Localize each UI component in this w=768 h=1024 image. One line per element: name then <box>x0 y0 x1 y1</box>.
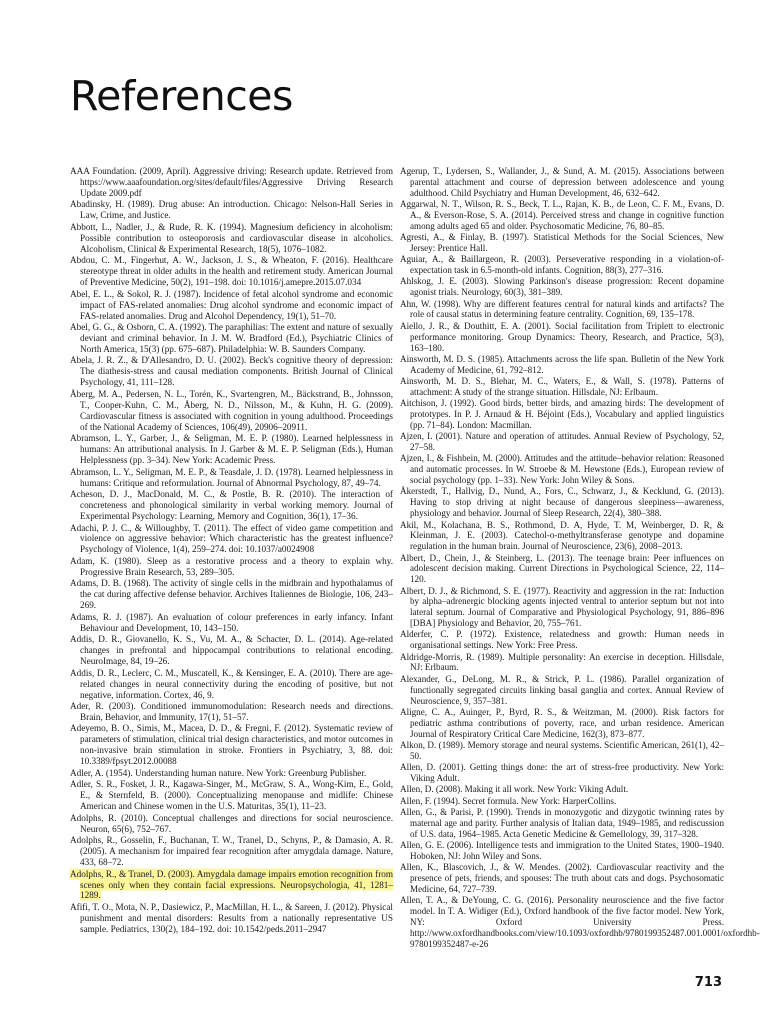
reference-entry <box>400 707 724 740</box>
reference-entry <box>70 523 393 556</box>
reference-entry <box>400 254 724 276</box>
reference-text: Abbott, L., Nadler, J., & Rude, R. K. (1994). Magnesium deficiency in alcoholism: Possible contribution to osteoporosis and cardiovascular disease in alcoholics. Alcoholism, Clinical & Experimental Research, 18(5), 1076–1082. <box>70 221 393 254</box>
reference-entry <box>400 232 724 254</box>
page-number: 713 <box>694 975 722 990</box>
reference-text: Alexander, G., DeLong, M. R., & Strick, P. L. (1986). Parallel organization of functionally segregated circuits linking basal ganglia and cortex. Annual Review of Neuroscience, 9, 357–381. <box>400 673 724 706</box>
reference-text: Allen, D. (2001). Getting things done: the art of stress-free productivity. New York: Viking Adult. <box>400 762 724 783</box>
reference-text: Adams, D. B. (1968). The activity of single cells in the midbrain and hypothalamus of the cat during affective defense behavior. Archives Italiennes de Biologie, 106, 243–269. <box>70 578 393 611</box>
reference-entry <box>70 355 393 388</box>
reference-entry <box>70 166 393 199</box>
reference-text: Agerup, T., Lydersen, S., Wallander, J., & Sund, A. M. (2015). Associations between parental attachment and course of depression between adolescence and young adulthood. Child Psychiatry and Human Development, 46, 632–642. <box>400 166 724 198</box>
reference-entry <box>70 813 393 835</box>
reference-entry <box>400 796 724 807</box>
reference-text: Ainsworth, M. D. S. (1985). Attachments across the life span. Bulletin of the New York Academy of Medicine, 61, 792–812. <box>400 353 724 375</box>
reference-text: Acheson, D. J., MacDonald, M. C., & Postle, B. R. (2010). The interaction of concreteness and phonological similarity in verbal working memory. Journal of Experimental Psychology: Learning, Memory and Cognition, 36(1), 17–36. <box>70 489 393 522</box>
reference-entry <box>400 862 724 895</box>
reference-text: Åberg, M. A., Pedersen, N. L., Torén, K., Svartengren, M., Bäckstrand, B., Johnsson, T., Cooper-Kuhn, C. M., Åberg, N. D., Nilsson, M., & Kuhn, H. G. (2009). Cardiovascular fitness is associated with cognition in young adulthood. Proceedings of the National Academy of Sciences, 106(49), 20906–20911. <box>70 388 393 432</box>
reference-text: Aiello, J. R., & Douthitt, E. A. (2001). Social facilitation from Triplett to electronic performance monitoring. Group Dynamics: Theory, Research, and Practice, 5(3), 163–180. <box>400 320 724 353</box>
reference-entry <box>400 674 724 707</box>
reference-entry <box>70 489 393 522</box>
reference-text: AAA Foundation. (2009, April). Aggressive driving: Research update. Retrieved from https://www.aaafoundation.org/sites/default/files/Aggressive Driving Research Update 2009.pdf <box>70 166 393 198</box>
reference-text: Allen, G., & Parisi, P. (1990). Trends in monozygotic and dizygotic twinning rates by maternal age and parity. Further analysis of Italian data, 1949–1985, and rediscussion of U.S. data, 1964–1985. Acta Genetic Medicine & Gemellology, 39, 317–328. <box>400 806 724 839</box>
reference-entry <box>400 166 724 199</box>
reference-entry <box>400 840 724 862</box>
reference-entry <box>400 586 724 629</box>
reference-text: Aitchison, J. (1992). Good birds, better birds, and amazing birds: The development of prototypes. In P. J. Arnaud & H. Béjoint (Eds.), Vocabulary and applied linguistics (pp. 71–84). London: Macmillan. <box>400 398 724 430</box>
reference-text: Adolphs, R., & Tranel, D. (2003). Amygdala damage impairs emotion recognition from scenes only when they contain facial expressions. Neuropsychologia, 41, 1281–1289. <box>70 868 393 901</box>
reference-text: Allen, G. E. (2006). Intelligence tests and immigration to the United States, 1900–1940. Hoboken, NJ: John Wiley and Sons. <box>400 839 724 861</box>
reference-entry <box>400 199 724 232</box>
reference-entry <box>70 701 393 723</box>
reference-entry <box>70 389 393 433</box>
reference-text: Addis, D. R., Leclerc, C. M., Muscatell, K., & Kensinger, E. A. (2010). There are age-related changes in neural connectivity during the encoding of positive, but not negative, information. Cortex, 46, 9. <box>70 667 393 700</box>
reference-entry-highlighted <box>70 869 393 902</box>
reference-text: Aguiar, A., & Baillargeon, R. (2003). Perseverative responding in a violation-of-expectation task in 6.5-month-old infants. Cognition, 88(3), 277–316. <box>400 254 724 276</box>
reference-entry <box>400 807 724 840</box>
reference-text: Abramson, L. Y., Garber, J., & Seligman, M. E. P. (1980). Learned helplessness in humans: An attributional analysis. In J. Garber & M. E. P. Seligman (Eds.), Human Helplessness (pp. 3–34). New York: Academic Press. <box>70 433 393 466</box>
reference-text: Adeyemo, B. O., Simis, M., Macea, D. D., & Fregni, F. (2012). Systematic review of parameters of stimulation, clinical trial design characteristics, and motor outcomes in non-invasive brain stimulation in stroke. Frontiers in Psychiatry, 3, 88. doi: 10.3389/fpsyt.2012.00088 <box>70 723 393 767</box>
reference-text: Alderfer, C. P. (1972). Existence, relatedness and growth: Human needs in organisational settings. New York: Free Press. <box>400 629 724 651</box>
reference-text: Aggarwal, N. T., Wilson, R. S., Beck, T. L., Rajan, K. B., de Leon, C. F. M., Evans, D. A., & Everson-Rose, S. A. (2014). Perceived stress and change in cognitive function among adults aged 65 and older. Psychosomatic Medicine, 76, 80–85. <box>400 199 724 231</box>
reference-text: Aldridge-Morris, R. (1989). Multiple personality: An exercise in deception. Hillsdale, NJ: Erlbaum. <box>400 651 724 673</box>
page-title: References <box>70 72 293 120</box>
reference-text: Ahlskog, J. E. (2003). Slowing Parkinson's disease progression: Recent dopamine agonist trials. Neurology, 60(3), 381–389. <box>400 276 724 298</box>
reference-entry <box>400 354 724 376</box>
reference-text: Adam, K. (1980). Sleep as a restorative process and a theory to explain why. Progressive Brain Research, 53, 289–305. <box>70 555 393 577</box>
reference-text: Albert, D. J., & Richmond, S. E. (1977). Reactivity and aggression in the rat: Induction by alpha–adrenergic blocking agents injected ventral to anterior septum but not into lateral septum. Journal of Comparative and Physiological Psychology, 91, 886–896 [DBA] Physiology and Behavior, 20, 755–761. <box>400 585 724 629</box>
references-right-column <box>400 166 760 950</box>
reference-entry <box>70 902 393 935</box>
references-left-column <box>70 166 393 935</box>
reference-text: Agresti, A., & Finlay, B. (1997). Statistical Methods for the Social Sciences, New Jersey: Prentice Hall. <box>400 232 724 253</box>
reference-text: Adler, S. R., Fosket, J. R., Kagawa-Singer, M., McGraw, S. A., Wong-Kim, E., Gold, E., & Sternfeld, B. (2000). Conceptualizing menopause and midlife: Chinese American and Chinese women in the U.S. Maturitas, 35(1), 11–23. <box>70 779 393 812</box>
reference-entry <box>400 652 724 674</box>
reference-entry <box>70 255 393 288</box>
reference-text: Allen, K., Blascovich, J., & W. Mendes. (2002). Cardiovascular reactivity and the presence of pets, friends, and spouses: The truth about cats and dogs. Psychosomatic Medicine, 64, 727–739. <box>400 862 724 894</box>
reference-entry <box>70 723 393 767</box>
reference-text: Åkerstedt, T., Hallvig, D., Nund, A., Fors, C., Schwarz, J., & Kecklund, G. (2013). Having to stop driving at night because of dangerous sleepiness—awareness, physiology and behavior. Journal of Sleep Research, 22(4), 380–388. <box>400 486 724 519</box>
reference-entry <box>70 556 393 578</box>
reference-entry <box>70 222 393 255</box>
reference-entry <box>70 612 393 634</box>
reference-entry <box>400 321 724 354</box>
reference-entry <box>400 553 724 586</box>
reference-entry <box>70 835 393 868</box>
reference-entry <box>400 784 724 795</box>
reference-text: Akil, M., Kolachana, B. S., Rothmond, D. A, Hyde, T. M, Weinberger, D. R, & Kleinman, J. E. (2003). Catechol-o-methyltransferase genotype and dopamine regulation in the human brain. Journal of Neuroscience, 23(6), 2008–2013. <box>400 519 724 552</box>
reference-text: Abela, J. R. Z., & D'Allesandro, D. U. (2002). Beck's cognitive theory of depression: The diathesis-stress and causal mediation components. British Journal of Clinical Psychology, 41, 111–128. <box>70 355 393 388</box>
reference-entry <box>400 431 724 453</box>
reference-entry <box>400 762 724 784</box>
reference-entry <box>70 467 393 489</box>
reference-text: Adams, R. J. (1987). An evaluation of colour preferences in early infancy. Infant Behaviour and Development, 10, 143–150. <box>70 611 393 633</box>
reference-entry <box>70 199 393 221</box>
reference-entry <box>70 668 393 701</box>
reference-entry <box>400 895 760 949</box>
reference-text: Afifi, T. O., Mota, N. P., Dasiewicz, P., MacMillan, H. L., & Sareen, J. (2012). Physical punishment and mental disorders: Results from a nationally representative US sample. Pediatrics, 130(2), 184–192. doi: 10.1542/peds.2011–2947 <box>70 901 393 934</box>
reference-text: Adachi, P. J. C., & Willoughby, T. (2011). The effect of video game competition and violence on aggressive behavior: Which characteristic has the greatest influence? Psychology of Violence, 1(4), 259–274. doi: 10.1037/a0024908 <box>70 522 393 555</box>
reference-entry <box>70 433 393 466</box>
reference-entry <box>70 768 393 779</box>
reference-text: Adler, A. (1954). Understanding human nature. New York: Greenburg Publisher. <box>70 767 367 778</box>
reference-text: Ajzen, I., & Fishbein, M. (2000). Attitudes and the attitude–behavior relation: Reasoned and automatic processes. In W. Stroebe & M. Hewstone (Eds.), European review of social psychology (pp. 1–33). New York: John Wiley & Sons. <box>400 453 724 486</box>
reference-entry <box>400 520 724 553</box>
reference-entry <box>70 578 393 611</box>
reference-text: Abdou, C. M., Fingerhut, A. W., Jackson, J. S., & Wheaton, F. (2016). Healthcare stereotype threat in older adults in the health and retirement study. American Journal of Preventive Medicine, 50(2), 191–198. doi: 10.1016/j.amepre.2015.07.034 <box>70 255 393 288</box>
reference-entry <box>400 276 724 298</box>
reference-text: Abadinsky, H. (1989). Drug abuse: An introduction. Chicago: Nelson-Hall Series in Law, Crime, and Justice. <box>70 199 393 221</box>
reference-entry <box>400 299 724 321</box>
reference-text: Ainsworth, M. D. S., Blehar, M. C., Waters, E., & Wall, S. (1978). Patterns of attachment: A study of the strange situation. Hillsdale, NJ: Erlbaum. <box>400 376 724 397</box>
reference-text: Aligne, C. A., Auinger, P., Byrd, R. S., & Weitzman, M. (2000). Risk factors for pediatric asthma contributions of poverty, race, and urban residence. American Journal of Respiratory Critical Care Medicine, 162(3), 873–877. <box>400 706 724 739</box>
reference-entry <box>400 453 724 486</box>
reference-text: Addis, D. R., Giovanello, K. S., Vu, M. A., & Schacter, D. L. (2014). Age-related changes in prefrontal and hippocampal contributions to relational encoding. NeuroImage, 84, 19–26. <box>70 634 393 667</box>
reference-entry <box>70 289 393 322</box>
reference-entry <box>70 322 393 355</box>
reference-text: Albert, D., Chein, J., & Steinberg, L. (2013). The teenage brain: Peer influences on adolescent decision making. Current Directions in Psychological Science, 22, 114–120. <box>400 552 724 585</box>
reference-entry <box>400 629 724 651</box>
reference-text: Ahn, W. (1998). Why are different features central for natural kinds and artifacts? The role of causal status in determining feature centrality. Cognition, 69, 135–178. <box>400 298 724 320</box>
reference-text: Allen, T. A., & DeYoung, C. G. (2016). Personality neuroscience and the five factor model. In T. A. Widiger (Ed.), Oxford handbook of the five factor model. New York, NY: Oxford University Press. http://www.oxfordhandbooks.com/view/10.1093/oxfordhb/9780199352487.001.0001/oxfordhb-9780199352487-e-26 <box>400 895 760 949</box>
reference-text: Ajzen, I. (2001). Nature and operation of attitudes. Annual Review of Psychology, 52, 27–58. <box>400 431 724 453</box>
reference-entry <box>70 779 393 812</box>
reference-entry <box>400 376 724 398</box>
reference-text: Allen, D. (2008). Making it all work. New York: Viking Adult. <box>400 784 629 795</box>
reference-entry <box>70 634 393 667</box>
reference-text: Adolphs, R. (2010). Conceptual challenges and directions for social neuroscience. Neuron, 65(6), 752–767. <box>70 812 393 834</box>
reference-text: Alkon, D. (1989). Memory storage and neural systems. Scientific American, 261(1), 42–50. <box>400 739 724 761</box>
reference-text: Abel, E. L., & Sokol, R. J. (1987). Incidence of fetal alcohol syndrome and economic impact of FAS-related anomalies: Drug alcohol syndrome and economic impact of FAS-related anomalies. Drug and Alcohol Dependency, 19(1), 51–70. <box>70 288 393 321</box>
reference-entry <box>400 740 724 762</box>
reference-text: Abel, G. G., & Osborn, C. A. (1992). The paraphilias: The extent and nature of sexually deviant and criminal behavior. In J. M. W. Bradford (Ed.), Psychiatric Clinics of North America, 15(3) (pp. 675–687). Philadelphia: W. B. Saunders Company. <box>70 322 393 354</box>
reference-entry <box>400 398 724 431</box>
reference-text: Allen, F. (1994). Secret formula. New York: HarperCollins. <box>400 795 617 806</box>
reference-text: Ader, R. (2003). Conditioned immunomodulation: Research needs and directions. Brain, Behavior, and Immunity, 17(1), 51–57. <box>70 701 393 722</box>
reference-entry <box>400 486 724 519</box>
reference-text: Abramson, L. Y., Seligman, M. E. P., & Teasdale, J. D. (1978). Learned helplessness in humans: Critique and reformulation. Journal of Abnormal Psychology, 87, 49–74. <box>70 466 393 488</box>
reference-text: Adolphs, R., Gosselin, F., Buchanan, T. W., Tranel, D., Schyns, P., & Damasio, A. R. (2005). A mechanism for impaired fear recognition after amygdala damage. Nature, 433, 68–72. <box>70 835 393 868</box>
